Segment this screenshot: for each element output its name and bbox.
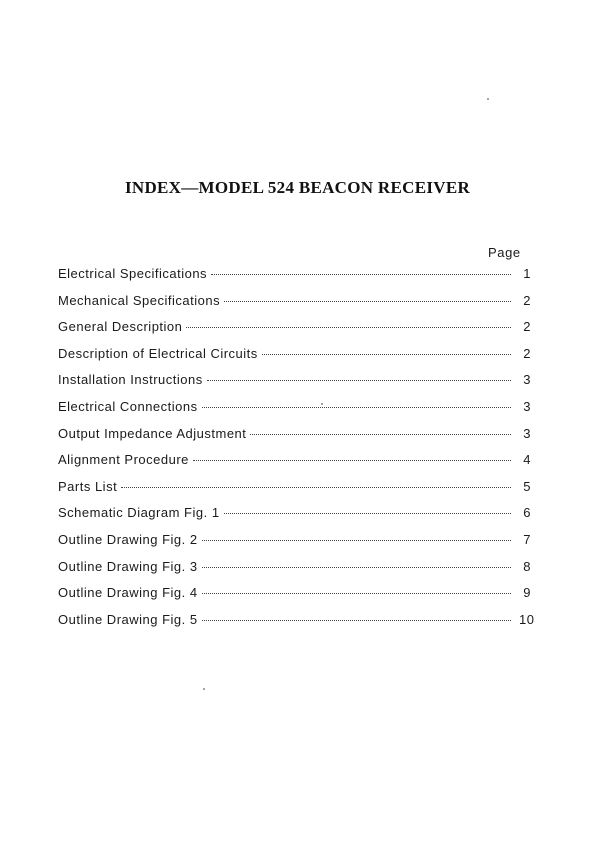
toc-entry-page: 10 xyxy=(519,611,535,627)
dot-leader xyxy=(186,327,511,328)
scan-speck xyxy=(321,403,323,405)
toc-entry xyxy=(58,505,531,532)
dot-leader xyxy=(207,380,511,381)
toc-entry-page: 5 xyxy=(523,478,531,494)
page-title: INDEX—MODEL 524 BEACON RECEIVER xyxy=(124,178,471,197)
dot-leader xyxy=(202,593,511,594)
toc-entry-page: 1 xyxy=(523,266,531,281)
table-of-contents xyxy=(58,266,535,638)
toc-entry-page: 2 xyxy=(523,319,531,335)
dot-leader xyxy=(121,487,511,488)
toc-entry xyxy=(58,559,531,586)
page-column-header: Page xyxy=(488,245,521,260)
toc-entry xyxy=(58,293,531,320)
toc-entry-page: 9 xyxy=(523,585,531,601)
toc-entry-label: Electrical Connections xyxy=(58,398,198,414)
dot-leader xyxy=(224,513,511,514)
dot-leader xyxy=(202,407,511,408)
toc-entry-label: Outline Drawing Fig. 3 xyxy=(58,558,198,574)
toc-entry xyxy=(58,532,531,559)
toc-entry-label: General Description xyxy=(58,319,183,335)
toc-entry-page: 6 xyxy=(523,505,531,521)
toc-entry xyxy=(58,585,531,612)
toc-entry xyxy=(58,426,531,453)
toc-entry xyxy=(58,346,531,373)
toc-entry xyxy=(58,611,535,639)
toc-entry-page: 2 xyxy=(523,345,531,361)
toc-entry-page: 3 xyxy=(523,425,531,441)
dot-leader xyxy=(224,301,511,302)
toc-entry-label: Parts List xyxy=(58,478,118,494)
toc-entry-label: Outline Drawing Fig. 5 xyxy=(58,611,198,627)
toc-entry-label: Outline Drawing Fig. 2 xyxy=(58,531,198,547)
toc-entry xyxy=(58,399,531,426)
dot-leader xyxy=(250,434,511,435)
dot-leader xyxy=(193,460,511,461)
toc-entry-page: 4 xyxy=(523,452,531,468)
dot-leader xyxy=(202,540,511,541)
dot-leader xyxy=(262,354,511,355)
toc-entry-label: Installation Instructions xyxy=(58,372,203,388)
scan-speck xyxy=(487,98,489,100)
toc-entry-page: 8 xyxy=(523,558,531,574)
toc-entry-page: 3 xyxy=(523,372,531,388)
toc-entry xyxy=(58,319,531,346)
toc-entry-label: Outline Drawing Fig. 4 xyxy=(58,585,198,601)
toc-entry-label: Schematic Diagram Fig. 1 xyxy=(58,505,220,521)
dot-leader xyxy=(202,567,511,568)
toc-entry xyxy=(58,479,531,506)
toc-entry-label: Alignment Procedure xyxy=(58,452,189,468)
toc-entry xyxy=(58,452,531,479)
scan-speck xyxy=(203,688,205,690)
toc-entry-page: 7 xyxy=(523,531,531,547)
toc-entry-page: 2 xyxy=(523,292,531,308)
toc-entry-page: 3 xyxy=(523,398,531,414)
dot-leader xyxy=(211,274,511,275)
dot-leader xyxy=(202,620,511,621)
toc-entry xyxy=(58,372,531,399)
toc-entry xyxy=(58,266,531,293)
toc-entry-label: Mechanical Specifications xyxy=(58,292,221,308)
toc-entry-label: Electrical Specifications xyxy=(58,266,208,281)
toc-entry-label: Description of Electrical Circuits xyxy=(58,345,258,361)
toc-entry-label: Output Impedance Adjustment xyxy=(58,425,247,441)
